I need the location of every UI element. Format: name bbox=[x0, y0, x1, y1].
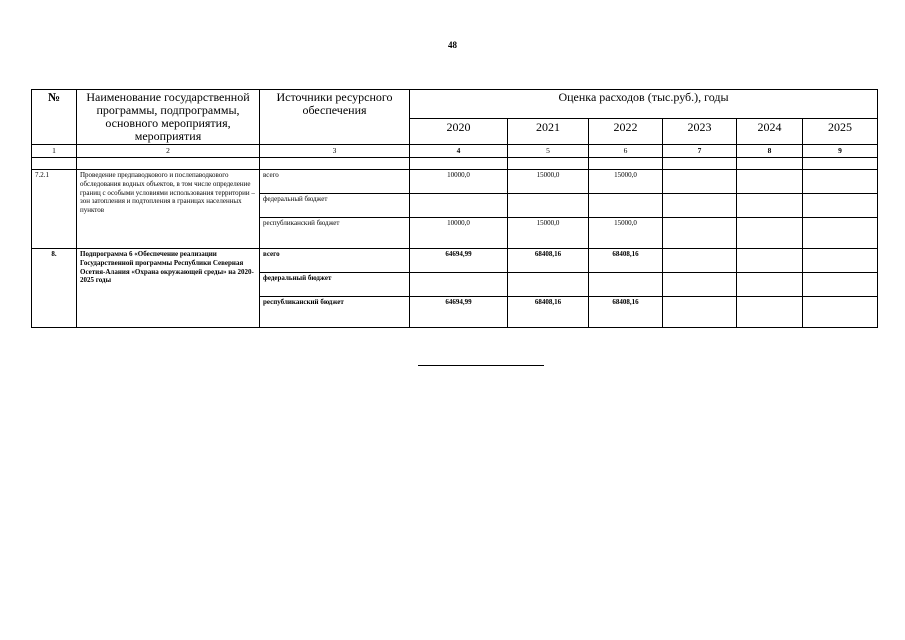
value-cell bbox=[737, 170, 803, 194]
source-label: федеральный бюджет bbox=[260, 194, 410, 218]
value-cell bbox=[663, 170, 737, 194]
value-cell: 68408,16 bbox=[508, 297, 589, 328]
source-label: всего bbox=[260, 249, 410, 273]
value-cell bbox=[737, 297, 803, 328]
row-name: Подпрограмма 6 «Обеспечение реализации Государственной программы Республики Северная Осетия-Алания «Охрана окружающей среды» на 2020-2025 годы bbox=[77, 249, 260, 328]
column-number: 4 bbox=[410, 145, 508, 158]
header-year: 2022 bbox=[589, 118, 663, 144]
value-cell bbox=[589, 273, 663, 297]
value-cell bbox=[737, 194, 803, 218]
column-number: 6 bbox=[589, 145, 663, 158]
header-row-top bbox=[32, 90, 878, 119]
header-year: 2020 bbox=[410, 118, 508, 144]
value-cell: 10000,0 bbox=[410, 218, 508, 249]
value-cell bbox=[803, 249, 878, 273]
header-col-name: Наименование государственной программы, подпрограммы, основного мероприятия, мероприятия bbox=[77, 90, 260, 145]
column-number: 7 bbox=[663, 145, 737, 158]
table-row bbox=[32, 249, 878, 273]
header-col-estimate: Оценка расходов (тыс.руб.), годы bbox=[410, 90, 878, 119]
header-year: 2025 bbox=[803, 118, 878, 144]
value-cell bbox=[508, 273, 589, 297]
value-cell bbox=[663, 249, 737, 273]
source-label: федеральный бюджет bbox=[260, 273, 410, 297]
value-cell bbox=[803, 218, 878, 249]
row-name: Проведение предпаводкового и послепаводкового обследования водных объектов, в том числе определение границ с особыми условиями использования территории – зон затопления и подтопления в границах населенных пунктов bbox=[77, 170, 260, 249]
source-label: республиканский бюджет bbox=[260, 218, 410, 249]
header-col-source: Источники ресурсного обеспечения bbox=[260, 90, 410, 145]
column-number: 1 bbox=[32, 145, 77, 158]
value-cell bbox=[508, 194, 589, 218]
header-year: 2021 bbox=[508, 118, 589, 144]
value-cell: 15000,0 bbox=[589, 218, 663, 249]
value-cell bbox=[410, 273, 508, 297]
value-cell: 68408,16 bbox=[589, 249, 663, 273]
row-number: 8. bbox=[32, 249, 77, 328]
value-cell bbox=[663, 218, 737, 249]
value-cell bbox=[663, 297, 737, 328]
value-cell: 68408,16 bbox=[508, 249, 589, 273]
source-label: республиканский бюджет bbox=[260, 297, 410, 328]
value-cell: 10000,0 bbox=[410, 170, 508, 194]
value-cell: 15000,0 bbox=[589, 170, 663, 194]
value-cell bbox=[803, 170, 878, 194]
value-cell bbox=[803, 194, 878, 218]
value-cell bbox=[737, 273, 803, 297]
footer-divider bbox=[418, 365, 544, 366]
header-col-no: № bbox=[32, 90, 77, 145]
header-year: 2024 bbox=[737, 118, 803, 144]
value-cell bbox=[803, 273, 878, 297]
source-label: всего bbox=[260, 170, 410, 194]
value-cell: 15000,0 bbox=[508, 218, 589, 249]
column-number: 8 bbox=[737, 145, 803, 158]
row-number: 7.2.1 bbox=[32, 170, 77, 249]
spacer-row bbox=[32, 158, 878, 170]
column-number: 5 bbox=[508, 145, 589, 158]
value-cell bbox=[410, 194, 508, 218]
column-number: 3 bbox=[260, 145, 410, 158]
value-cell: 64694,99 bbox=[410, 297, 508, 328]
page-number: 48 bbox=[448, 40, 457, 50]
value-cell bbox=[663, 273, 737, 297]
value-cell: 64694,99 bbox=[410, 249, 508, 273]
value-cell bbox=[737, 249, 803, 273]
value-cell: 68408,16 bbox=[589, 297, 663, 328]
value-cell bbox=[803, 297, 878, 328]
value-cell bbox=[663, 194, 737, 218]
header-year: 2023 bbox=[663, 118, 737, 144]
column-number-row bbox=[32, 145, 878, 158]
value-cell: 15000,0 bbox=[508, 170, 589, 194]
column-number: 2 bbox=[77, 145, 260, 158]
budget-table bbox=[31, 89, 878, 328]
column-number: 9 bbox=[803, 145, 878, 158]
table-row bbox=[32, 170, 878, 194]
value-cell bbox=[589, 194, 663, 218]
value-cell bbox=[737, 218, 803, 249]
